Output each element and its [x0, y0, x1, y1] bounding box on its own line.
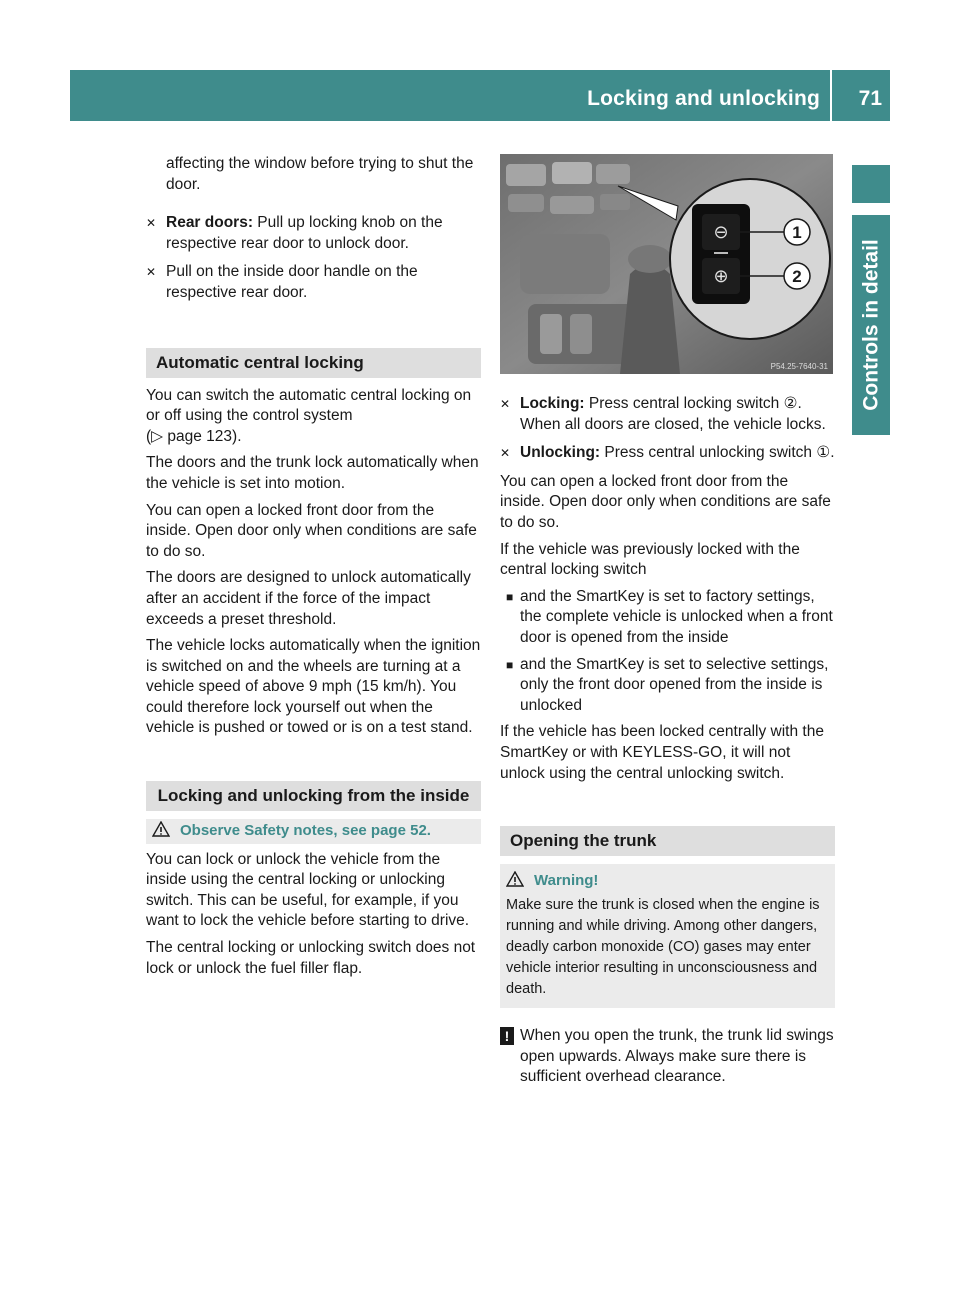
warning-title: Warning! — [506, 870, 829, 891]
step-pull-handle — [146, 262, 481, 303]
paragraph: The vehicle locks automatically when the ignition is switched on and the wheels are turning at a vehicle speed of above 9 mph (15 km/h). You could therefore lock yourself out when the vehicle is pushed or towed or is on a test stand. — [146, 637, 481, 737]
paragraph: If the vehicle has been locked centrally with the SmartKey or with KEYLESS-GO, it will not unlock using the central unlocking switch. — [500, 723, 824, 782]
heading-opening-the-trunk: Opening the trunk — [500, 826, 835, 856]
warning-box — [500, 864, 835, 1008]
right-column — [500, 154, 835, 1088]
svg-text:⊕: ⊕ — [713, 266, 729, 287]
warning-text: Make sure the trunk is closed when the engine is running and while driving. Among other dangers, deadly carbon monoxide (CO) gases may enter vehicle interior resulting in unconsciousness and death. — [506, 897, 820, 998]
left-column — [146, 154, 481, 985]
page-number: 71 — [858, 87, 882, 110]
paragraph: You can lock or unlock the vehicle from the inside using the central locking or unlocking switch. This can be useful, for example, if you want to lock the vehicle before starting to drive. — [146, 850, 470, 930]
photo-code: P54.25-7640-31 — [770, 362, 828, 371]
exclamation-icon: ! — [500, 1027, 514, 1045]
paragraph: The doors are designed to unlock automatically after an accident if the force of the impact exceeds a preset threshold. — [146, 569, 471, 628]
header-divider — [830, 70, 832, 121]
safety-note-text[interactable]: Observe Safety notes, see page 52. — [180, 822, 431, 840]
step-label: Locking: — [520, 395, 585, 412]
paragraph: You can open a locked front door from the inside. Open door only when conditions are safe to do so. — [500, 472, 831, 531]
list-item: ■ and the SmartKey is set to selective settings, only the front door opened from the inside is unlocked — [506, 655, 829, 714]
callout-1: 1 — [792, 223, 802, 242]
heading-automatic-central-locking: Automatic central locking — [146, 348, 481, 378]
step-unlocking — [500, 443, 835, 464]
notice — [500, 1026, 835, 1088]
bullet-icon: ■ — [506, 657, 514, 672]
notice-text: When you open the trunk, the trunk lid swings open upwards. Always make sure there is sufficient overhead clearance. — [520, 1027, 834, 1086]
step-label: Rear doors: — [166, 214, 253, 232]
step-locking — [500, 394, 835, 435]
step-arrow-icon: ✕ — [500, 446, 511, 461]
central-locking-switch-photo — [500, 154, 833, 374]
intro-text: affecting the window before trying to shut the door. — [166, 155, 474, 193]
paragraph: You can open a locked front door from the inside. Open door only when conditions are safe to do so. — [146, 501, 477, 560]
step-rear-doors — [146, 213, 481, 254]
page-header — [70, 70, 890, 121]
heading-locking-from-inside: Locking and unlocking from the inside — [146, 781, 481, 811]
svg-text:⊖: ⊖ — [713, 222, 729, 243]
paragraph: You can switch the automatic central locking on or off using the control system (▷ page 123). — [146, 386, 472, 445]
step-arrow-icon: ✕ — [146, 265, 157, 280]
paragraph: The central locking or unlocking switch does not lock or unlock the fuel filler flap. — [146, 939, 476, 977]
step-text: Press central unlocking switch ①. — [600, 444, 835, 462]
header-title: Locking and unlocking — [587, 87, 820, 110]
paragraph: If the vehicle was previously locked with the central locking switch — [500, 540, 800, 579]
page-reference[interactable]: (▷ page 123). — [146, 427, 242, 445]
step-text: Press central locking switch ②. When all doors are closed, the vehicle locks. — [520, 395, 826, 433]
side-marker — [852, 165, 890, 203]
side-tab-label: Controls in detail — [859, 239, 883, 411]
safety-note — [146, 819, 481, 844]
paragraph: The doors and the trunk lock automatically when the vehicle is set into motion. — [146, 454, 479, 492]
step-arrow-icon: ✕ — [500, 397, 511, 411]
list-item: ■ and the SmartKey is set to factory settings, the complete vehicle is unlocked when a front door is opened from the inside — [506, 587, 833, 646]
warning-triangle-icon — [152, 821, 170, 837]
step-text: Pull on the inside door handle on the respective rear door. — [166, 263, 418, 301]
callout-2: 2 — [792, 267, 802, 286]
step-arrow-icon: ✕ — [146, 216, 157, 231]
step-text: Pull up locking knob on the respective rear door to unlock door. — [166, 214, 443, 252]
warning-triangle-icon — [506, 871, 524, 887]
step-label: Unlocking: — [520, 444, 601, 462]
bullet-icon: ■ — [506, 589, 514, 604]
